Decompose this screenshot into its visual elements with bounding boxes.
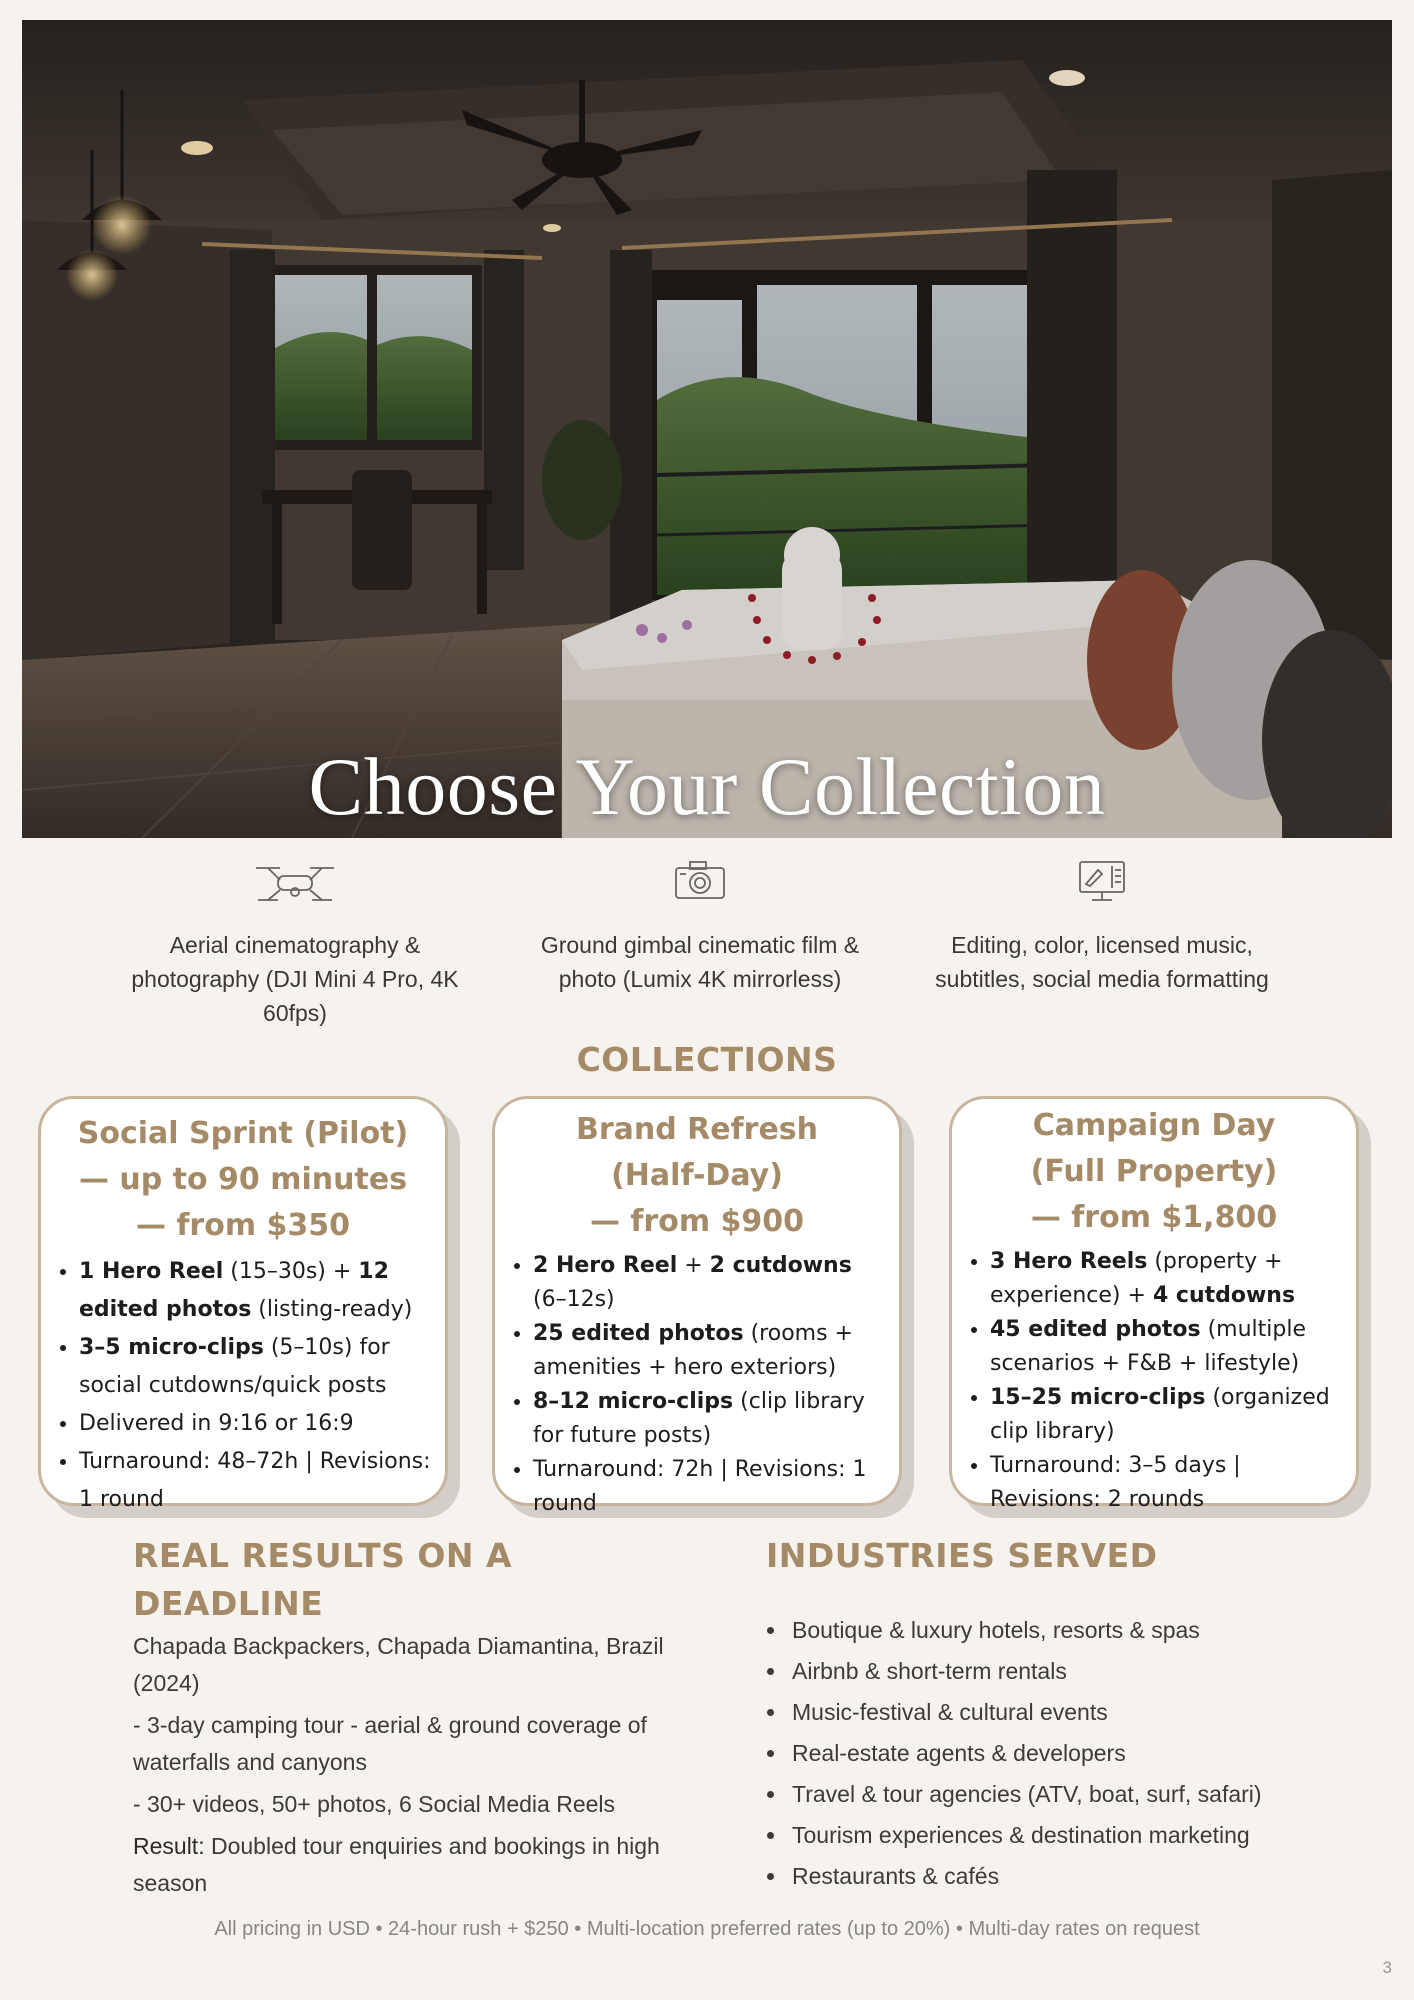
card-feature-item: • 2 Hero Reel + 2 cutdowns (6–12s) — [533, 1249, 891, 1317]
card-feature-item: • 1 Hero Reel (15–30s) + 12 edited photos (listing-ready) — [79, 1253, 437, 1329]
list-item: • Music-festival & cultural events — [788, 1692, 1368, 1733]
page-number: 3 — [1382, 1958, 1392, 1977]
card-feature-list — [41, 1253, 445, 1519]
feature-aerial — [125, 856, 465, 1030]
list-item: • Travel & tour agencies (ATV, boat, surf, safari) — [788, 1774, 1368, 1815]
feature-ground-text: Ground gimbal cinematic film & photo (Lumix 4K mirrorless) — [540, 932, 860, 992]
list-item: • Real-estate agents & developers — [788, 1733, 1368, 1774]
results-point-1: - 3-day camping tour - aerial & ground coverage of waterfalls and canyons — [133, 1712, 647, 1775]
monitor-editing-icon — [1072, 856, 1132, 906]
card-title-line: — from $1,800 — [1030, 1200, 1278, 1235]
collection-card-campaign-day — [949, 1096, 1359, 1512]
collection-card-social-sprint — [38, 1096, 448, 1512]
card-title-line: — up to 90 minutes — [78, 1162, 408, 1197]
card-feature-item: • 8–12 micro-clips (clip library for future posts) — [533, 1385, 891, 1453]
feature-ground — [530, 856, 870, 996]
card-title-line: (Half-Day) — [611, 1158, 783, 1193]
industries-list — [762, 1610, 1368, 1897]
card-title — [495, 1107, 899, 1245]
results-point-2: - 30+ videos, 50+ photos, 6 Social Media Reels — [133, 1791, 616, 1817]
card-title — [41, 1111, 445, 1249]
card-feature-item: • Turnaround: 48–72h | Revisions: 1 round — [79, 1443, 437, 1519]
results-outcome — [133, 1828, 693, 1902]
list-item: • Restaurants & cafés — [788, 1856, 1368, 1897]
list-item: • Airbnb & short-term rentals — [788, 1651, 1368, 1692]
card-feature-item: • Delivered in 9:16 or 16:9 — [79, 1405, 437, 1443]
collections-heading: COLLECTIONS — [576, 1040, 838, 1079]
feature-editing-text: Editing, color, licensed music, subtitles, social media formatting — [935, 932, 1269, 992]
camera-icon — [670, 856, 730, 906]
card-feature-item: • 25 edited photos (rooms + amenities + hero exteriors) — [533, 1317, 891, 1385]
card-title-line: Brand Refresh — [575, 1112, 819, 1147]
card-feature-list — [952, 1245, 1356, 1517]
hero-title: Choose Your Collection — [308, 741, 1106, 832]
card-title-line: — from $350 — [135, 1208, 351, 1243]
results-heading: REAL RESULTS ON A DEADLINE — [133, 1536, 513, 1623]
card-feature-item: • 15–25 micro-clips (organized clip library) — [990, 1381, 1348, 1449]
hotel-room-illustration — [22, 20, 1392, 838]
results-body — [133, 1628, 693, 1907]
card-title-line: Social Sprint (Pilot) — [77, 1116, 409, 1151]
result-label: Result: — [133, 1833, 205, 1859]
feature-aerial-text: Aerial cinematography & photography (DJI Mini 4 Pro, 4K 60fps) — [131, 932, 459, 1026]
card-feature-item: • 3 Hero Reels (property + experience) + 4 cutdowns — [990, 1245, 1348, 1313]
card-title-line: Campaign Day — [1032, 1108, 1276, 1143]
pricing-footnote: All pricing in USD • 24-hour rush + $250 • Multi-location preferred rates (up to 20%) • Multi-day rates on request — [214, 1918, 1200, 1940]
card-title-line: (Full Property) — [1030, 1154, 1278, 1189]
card-feature-list — [495, 1249, 899, 1521]
list-item: • Tourism experiences & destination marketing — [788, 1815, 1368, 1856]
industries-heading: INDUSTRIES SERVED — [766, 1536, 1158, 1575]
result-text: Doubled tour enquiries and bookings in high season — [133, 1833, 660, 1896]
collection-card-brand-refresh — [492, 1096, 902, 1516]
card-feature-item: • Turnaround: 3–5 days | Revisions: 2 rounds — [990, 1449, 1348, 1517]
card-title — [952, 1103, 1356, 1241]
list-item: • Boutique & luxury hotels, resorts & spas — [788, 1610, 1368, 1651]
card-feature-item: • 3–5 micro-clips (5–10s) for social cutdowns/quick posts — [79, 1329, 437, 1405]
card-title-line: — from $900 — [589, 1204, 805, 1239]
feature-editing — [932, 856, 1272, 996]
card-feature-item: • Turnaround: 72h | Revisions: 1 round — [533, 1453, 891, 1521]
hero-photo — [22, 20, 1392, 838]
drone-icon — [250, 856, 340, 906]
card-feature-item: • 45 edited photos (multiple scenarios + F&B + lifestyle) — [990, 1313, 1348, 1381]
results-location: Chapada Backpackers, Chapada Diamantina, Brazil (2024) — [133, 1633, 664, 1696]
